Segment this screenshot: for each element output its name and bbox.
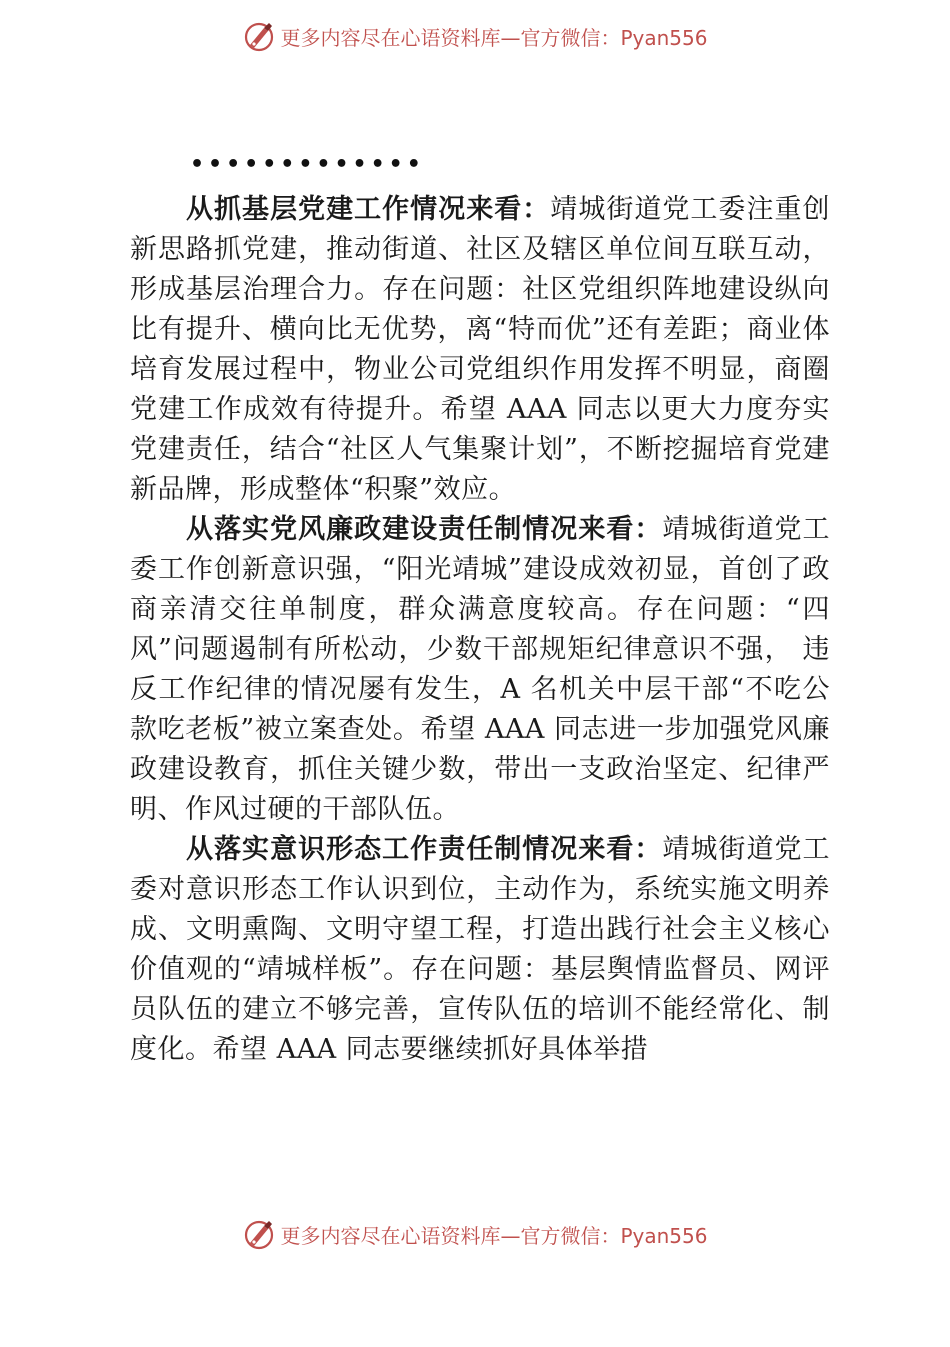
document-body	[130, 190, 830, 1070]
footer-banner-text: 更多内容尽在心语资料库—官方微信：Pyan556	[280, 1223, 708, 1248]
header-banner	[0, 16, 950, 56]
pen-logo-icon	[242, 19, 276, 53]
paragraph-ideology	[130, 830, 830, 1070]
paragraph-text: 靖城街道党工委注重创新思路抓党建，推动街道、社区及辖区单位间互联互动，形成基层治理合力。存在问题：社区党组织阵地建设纵向比有提升、横向比无优势，离“特而优”还有差距；商业体培育发展过程中，物业公司党组织作用发挥不明显，商圈党建工作成效有待提升。希望 AAA 同志以更大力度夯实党建责任，结合“社区人气集聚计划”，不断挖掘培育党建新品牌，形成整体“积聚”效应。	[130, 194, 831, 505]
paragraph-lead: 从抓基层党建工作情况来看：	[186, 194, 551, 225]
paragraph-text: 靖城街道党工委工作创新意识强，“阳光靖城”建设成效初显，首创了政商亲清交往单制度，群众满意度较高。存在问题：“四风”问题遏制有所松动，少数干部规矩纪律意识不强， 违反工作纪律的情况屡有发生，A 名机关中层干部“不吃公款吃老板”被立案查处。希望 AAA 同志进一步加强党风廉政建设教育，抓住关键少数，带出一支政治坚定、纪律严明、作风过硬的干部队伍。	[130, 514, 831, 825]
paragraph-party-building	[130, 190, 830, 510]
paragraph-lead: 从落实党风廉政建设责任制情况来看：	[186, 514, 663, 545]
header-banner-text: 更多内容尽在心语资料库—官方微信：Pyan556	[280, 25, 708, 50]
pen-logo-icon	[242, 1217, 276, 1251]
paragraph-lead: 从落实意识形态工作责任制情况来看：	[186, 834, 663, 865]
paragraph-integrity	[130, 510, 830, 830]
ellipsis-dots: •••••••••••••	[190, 152, 425, 177]
footer-banner	[0, 1214, 950, 1254]
paragraph-text: 靖城街道党工委对意识形态工作认识到位，主动作为，系统实施文明养成、文明熏陶、文明守望工程，打造出践行社会主义核心价值观的“靖城样板”。存在问题：基层舆情监督员、网评员队伍的建立不够完善，宣传队伍的培训不能经常化、制度化。希望 AAA 同志要继续抓好具体举措	[130, 834, 831, 1065]
